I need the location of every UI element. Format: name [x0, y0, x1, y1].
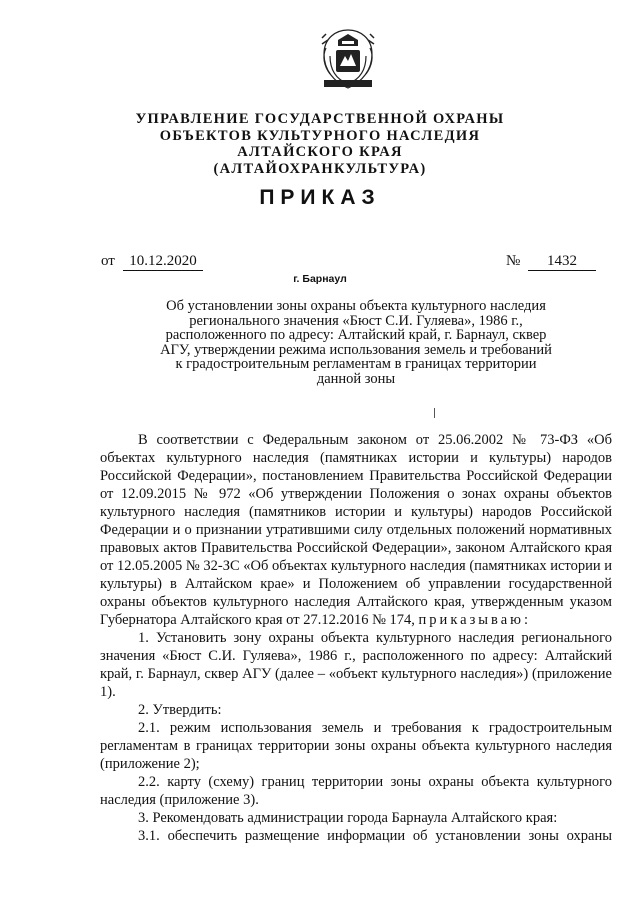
- subject-line: АГУ, утверждении режима использования земель и требований: [160, 341, 552, 358]
- altai-coat-of-arms-emblem: [316, 26, 380, 92]
- preamble-text: В соответствии с Федеральным законом от 25.06.2002 № 73-ФЗ «Об объектах культурного наследия (памятниках истории и культуры) народов Российской Федерации», постановлением Правительства Российской Федерации от 12.09.2015 № 972 «Об утверждении Положения о зонах охраны объектов культурного наследия (памятников истории и культуры) народов Российской Федерации и о признании утратившими силу отдельных положений нормативных правовых актов Правительства Российской Федерации», законом Алтайского края от 12.05.2005 № 32-ЗС «Об объектах культурного наследия (памятниках истории и культуры) в Алтайском крае» и Положением об управлении государственной охраны объектов культурного наследия Алтайского края, утвержденным указом Губернатора Алтайского края от 27.12.2016 № 174,: [100, 432, 612, 628]
- item-1: 1. Установить зону охраны объекта культурного наследия регионального значения «Бюст С.И. Гуляева», 1986 г., расположенного по адресу: Алтайский край, г. Барнаул, сквер АГУ (далее – «объект культурного наследия») (приложение 1).: [100, 630, 612, 700]
- subject-line: данной зоны: [316, 370, 396, 387]
- order-body: [100, 431, 612, 845]
- item-3: 3. Рекомендовать администрации города Барнаула Алтайского края:: [138, 810, 558, 826]
- date-label: от: [101, 253, 115, 269]
- subject-line: регионального значения «Бюст С.И. Гуляева», 1986 г.,: [189, 312, 523, 329]
- scan-mark: [434, 408, 435, 418]
- subject-line: к градостроительным регламентам в границах территории: [175, 356, 537, 372]
- order-number: 1432: [528, 253, 596, 271]
- organization-name: [0, 111, 640, 177]
- order-date: 10.12.2020: [123, 253, 203, 271]
- item-2: 2. Утвердить:: [138, 702, 222, 718]
- order-subject: [136, 299, 576, 386]
- item-2-2: 2.2. карту (схему) границ территории зоны охраны объекта культурного наследия (приложение 3).: [100, 774, 612, 808]
- item-2-1: 2.1. режим использования земель и требования к градостроительным регламентам в границах территории зоны охраны объекта культурного наследия (приложение 2);: [100, 720, 612, 772]
- subject-line: расположенного по адресу: Алтайский край, г. Барнаул, сквер: [165, 327, 547, 343]
- org-line-4: (АЛТАЙОХРАНКУЛЬТУРА): [213, 160, 427, 177]
- item-3-1: 3.1. обеспечить размещение информации об установлении зоны охраны: [138, 828, 612, 844]
- city-name: г. Барнаул: [293, 273, 347, 285]
- subject-line: Об установлении зоны охраны объекта культурного наследия: [166, 298, 546, 314]
- org-line-1: УПРАВЛЕНИЕ ГОСУДАРСТВЕННОЙ ОХРАНЫ: [135, 111, 505, 127]
- number-label: №: [506, 253, 521, 269]
- org-line-3: АЛТАЙСКОГО КРАЯ: [237, 144, 403, 160]
- prikazyvayu-word: приказываю:: [418, 612, 531, 628]
- org-line-2: ОБЪЕКТОВ КУЛЬТУРНОГО НАСЛЕДИЯ: [159, 127, 481, 144]
- preamble-paragraph: [100, 431, 612, 629]
- document-type-title: ПРИКАЗ: [259, 186, 381, 209]
